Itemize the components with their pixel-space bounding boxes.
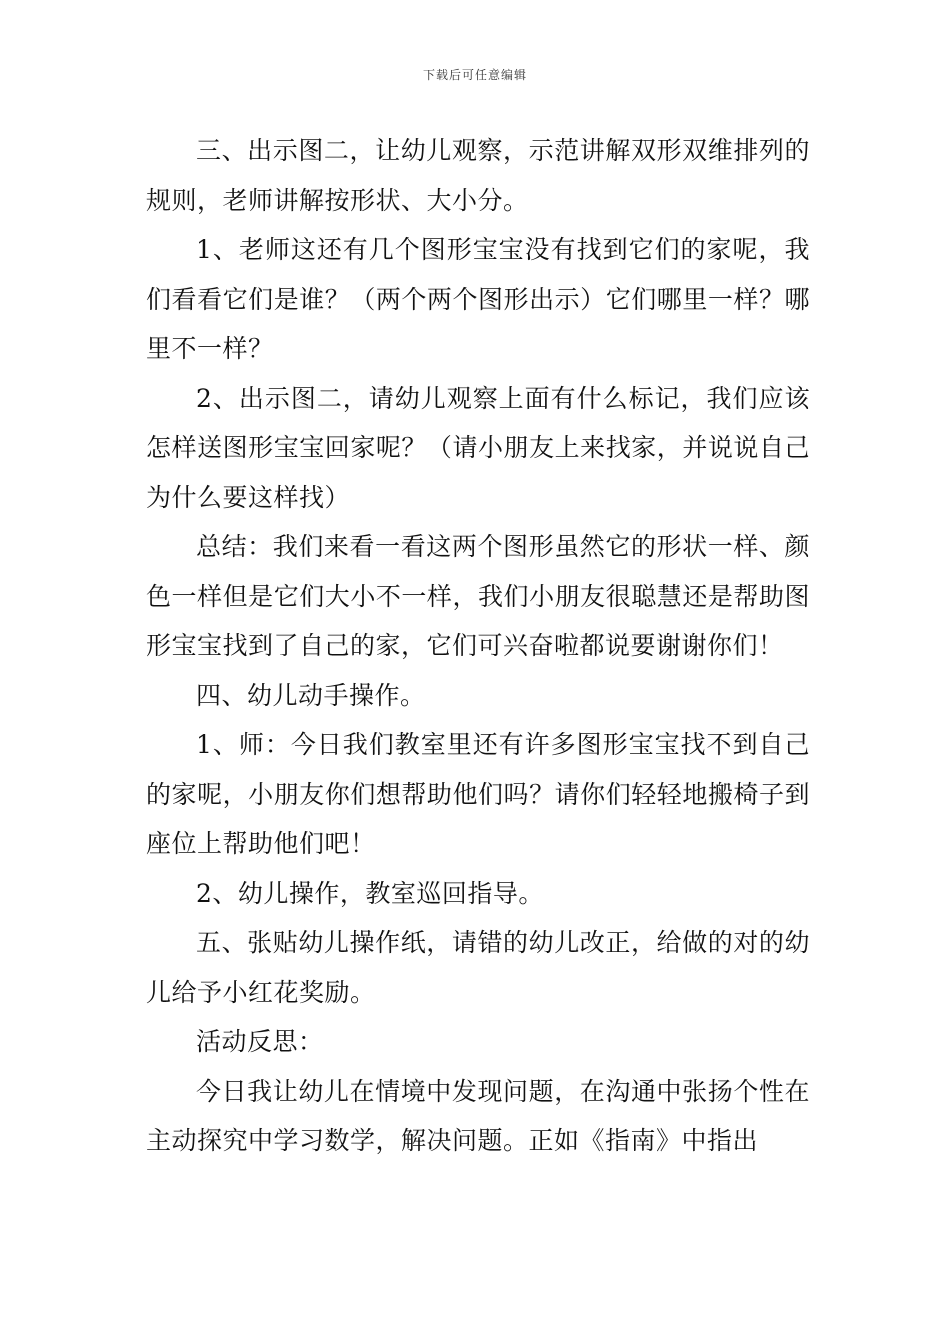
paragraph-reflection-heading: 活动反思： (196, 1027, 324, 1056)
paragraph-teacher-step: 1、师：今日我们教室里还有许多图形宝宝找不到自己的家呢，小朋友你们想帮助他们吗？请你们轻轻地搬椅子到座位上帮助他们吧！ (146, 730, 810, 858)
document-body (146, 126, 810, 1166)
paragraph-section-three: 三、出示图二，让幼儿观察，示范讲解双形双维排列的规则，老师讲解按形状、大小分。 (146, 136, 810, 215)
paragraph-section-four: 四、幼儿动手操作。 (196, 680, 426, 710)
page-header-note: 下载后可任意编辑 (422, 68, 527, 82)
paragraph-summary: 总结：我们来看一看这两个图形虽然它的形状一样、颜色一样但是它们大小不一样，我们小朋友很聪慧还是帮助图形宝宝找到了自己的家，它们可兴奋啦都说要谢谢你们！ (146, 532, 810, 660)
paragraph-section-five: 五、张贴幼儿操作纸，请错的幼儿改正，给做的对的幼儿给予小红花奖励。 (146, 928, 810, 1007)
paragraph-step-1: 1、老师这还有几个图形宝宝没有找到它们的家呢，我们看看它们是谁？（两个两个图形出示）它们哪里一样？哪里不一样？ (146, 235, 810, 363)
paragraph-reflection-text: 今日我让幼儿在情境中发现问题，在沟通中张扬个性在主动探究中学习数学，解决问题。正如《指南》中指出 (146, 1076, 810, 1155)
paragraph-step-2: 2、出示图二，请幼儿观察上面有什么标记，我们应该怎样送图形宝宝回家呢？（请小朋友上来找家，并说说自己为什么要这样找） (146, 383, 810, 512)
paragraph-child-operation: 2、幼儿操作，教室巡回指导。 (196, 878, 544, 908)
